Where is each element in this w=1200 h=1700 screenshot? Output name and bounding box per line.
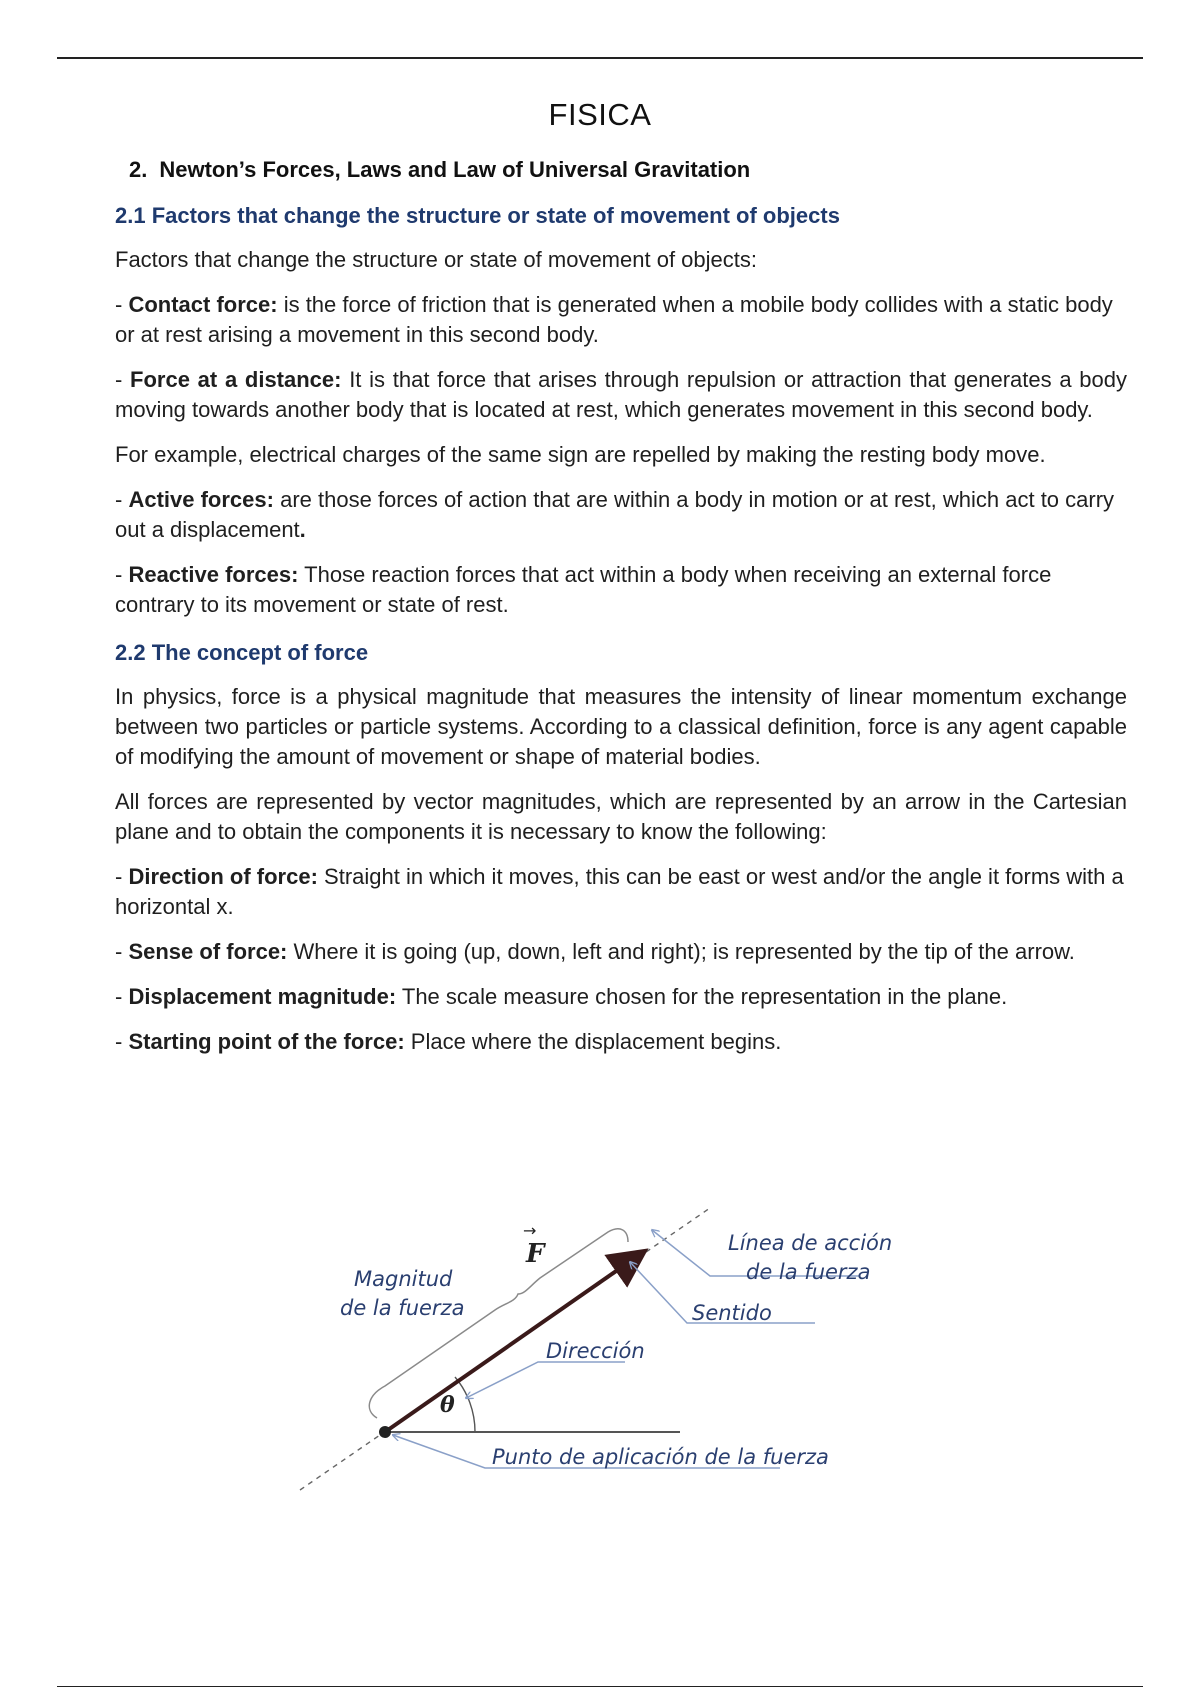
section-heading: [129, 157, 1127, 183]
active-forces-end: .: [299, 517, 306, 542]
subsection-heading-2-2: 2.2 The concept of force: [115, 640, 369, 665]
sense-text: Where it is going (up, down, left and right); is represented by the tip of the arrow.: [287, 939, 1075, 964]
label-application-point: Punto de aplicación de la fuerza: [492, 1445, 829, 1469]
document-title: FISICA: [548, 97, 652, 132]
active-forces-paragraph: [115, 485, 1127, 545]
intro-paragraph: Factors that change the structure or state of movement of objects:: [115, 247, 757, 272]
label-magnitude-line2: de la fuerza: [340, 1296, 465, 1320]
direction-text: Straight in which it moves, this can be east or west and/or the angle it forms with a horizontal x.: [115, 864, 1124, 919]
example-paragraph: For example, electrical charges of the same sign are repelled by making the resting body move.: [115, 442, 1046, 467]
active-forces-term: Active forces:: [128, 487, 274, 512]
force-vector-svg: [290, 1190, 950, 1510]
bullet-dash: -: [115, 864, 129, 889]
vector-symbol: F: [526, 1239, 545, 1269]
contact-force-term: Contact force:: [128, 292, 278, 317]
force-vector-diagram: [290, 1190, 950, 1510]
magnitude-text: The scale measure chosen for the representation in the plane.: [396, 984, 1008, 1009]
magnitude-paragraph: [115, 982, 1127, 1012]
vector-symbol-arrow-icon: →: [523, 1221, 537, 1240]
bullet-dash: -: [115, 292, 129, 317]
vector-paragraph: All forces are represented by vector magnitudes, which are represented by an arrow in the Cartesian plane and to obtain the components it is necessary to know the following:: [115, 789, 1127, 844]
starting-point-term: Starting point of the force:: [128, 1029, 405, 1054]
angle-arc: [455, 1377, 475, 1432]
sense-paragraph: [115, 937, 1127, 967]
reactive-forces-paragraph: [115, 560, 1127, 620]
bullet-dash: -: [115, 939, 129, 964]
direction-paragraph: [115, 862, 1127, 922]
section-title: Newton’s Forces, Laws and Law of Universal Gravitation: [159, 157, 751, 182]
sense-term: Sense of force:: [128, 939, 288, 964]
document-body: [115, 152, 1127, 1057]
magnitude-term: Displacement magnitude:: [128, 984, 397, 1009]
distance-force-paragraph: [115, 365, 1127, 425]
active-forces-text: are those forces of action that are within a body in motion or at rest, which act to carry out a displacement: [115, 487, 1115, 542]
distance-force-text: It is that force that arises through repulsion or attraction that generates a body moving towards another body that is located at rest, which generates movement in this second body.: [115, 367, 1127, 422]
magnitude-brace: [369, 1229, 628, 1418]
bullet-dash: -: [115, 562, 129, 587]
reactive-forces-text: Those reaction forces that act within a body when receiving an external force contrary to its movement or state of rest.: [115, 562, 1052, 617]
bullet-dash: -: [115, 487, 129, 512]
reactive-forces-term: Reactive forces:: [128, 562, 299, 587]
section-number: 2.: [129, 157, 148, 182]
top-rule: [57, 57, 1143, 59]
contact-force-paragraph: [115, 290, 1127, 350]
distance-force-term: Force at a distance:: [130, 367, 342, 392]
label-sense: Sentido: [692, 1301, 772, 1325]
bottom-rule: [57, 1686, 1143, 1687]
bullet-dash: -: [115, 984, 129, 1009]
leader-direction: [466, 1362, 625, 1398]
label-line-of-action-2: de la fuerza: [746, 1260, 871, 1284]
bullet-dash: -: [115, 367, 131, 392]
angle-symbol: θ: [440, 1392, 455, 1418]
bullet-dash: -: [115, 1029, 129, 1054]
label-magnitude-line1: Magnitud: [354, 1267, 453, 1291]
contact-force-text: is the force of friction that is generated when a mobile body collides with a static body or at rest arising a movement in this second body.: [115, 292, 1113, 347]
application-point: [379, 1426, 391, 1438]
starting-point-text: Place where the displacement begins.: [404, 1029, 782, 1054]
subsection-heading-2-1: 2.1 Factors that change the structure or state of movement of objects: [115, 203, 840, 228]
label-direction: Dirección: [546, 1339, 645, 1363]
label-line-of-action-1: Línea de acción: [728, 1231, 893, 1255]
starting-point-paragraph: [115, 1027, 1127, 1057]
direction-term: Direction of force:: [128, 864, 318, 889]
force-definition-paragraph: In physics, force is a physical magnitude that measures the intensity of linear momentum exchange between two particles or particle systems. According to a classical definition, force is any agent capable of modifying the amount of movement or shape of material bodies.: [115, 684, 1127, 769]
